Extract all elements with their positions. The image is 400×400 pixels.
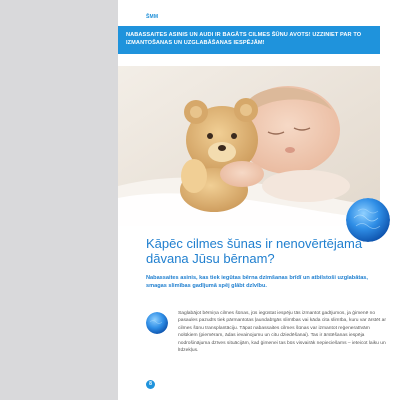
headline-banner bbox=[118, 26, 380, 54]
section-label: ŠMM bbox=[146, 14, 159, 20]
banner-text: NABASSAITES ASINIS UN AUDI IR BAGĀTS CILMES ŠŪNU AVOTS! UZZINIET PAR TO IZMANTOŠANAS UN UZGLABĀŠANAS IESPĒJĀM! bbox=[126, 32, 362, 46]
blue-cell-small-image bbox=[146, 312, 168, 334]
brochure-page bbox=[118, 0, 400, 400]
left-gray-strip bbox=[0, 0, 118, 400]
intro-paragraph: Nabassaites asinis, kas tiek iegūtas bērna dzimšanas brīdī un atbilstoši uzglabātas, smagas slimības gadījumā spēj glābt dzīvību. bbox=[146, 275, 368, 290]
page-title: Kāpēc cilmes šūnas ir nenovērtējama dāvana Jūsu bērnam? bbox=[146, 236, 363, 266]
body-paragraph: Saglabājot bērniņa cilmes šūnas, jūs iegūstat iespēju tās izmantot gadījumos, ja ģimenē no pasaules pazudīs tiek pārmantotas ļaundabīgās slimības vai kāda cita slimība, kuru var ārstēt ar cilmes šūnu transplantāciju. Tāpat nabassaites cilmes šūnas var izmantot reģeneratīvām nolūkiem (piemēram, ādas ievainojumu un citu dziedēšanai). Tas ir ārstēšanas iespēja nodrošinājuma dzīves situācijām, kad ģimenei tas būs visvairāk nepieciešams – ieteicot laiku un līdzekļus. bbox=[178, 311, 386, 354]
page-number: 8 bbox=[146, 380, 155, 389]
baby-photo bbox=[118, 66, 380, 226]
